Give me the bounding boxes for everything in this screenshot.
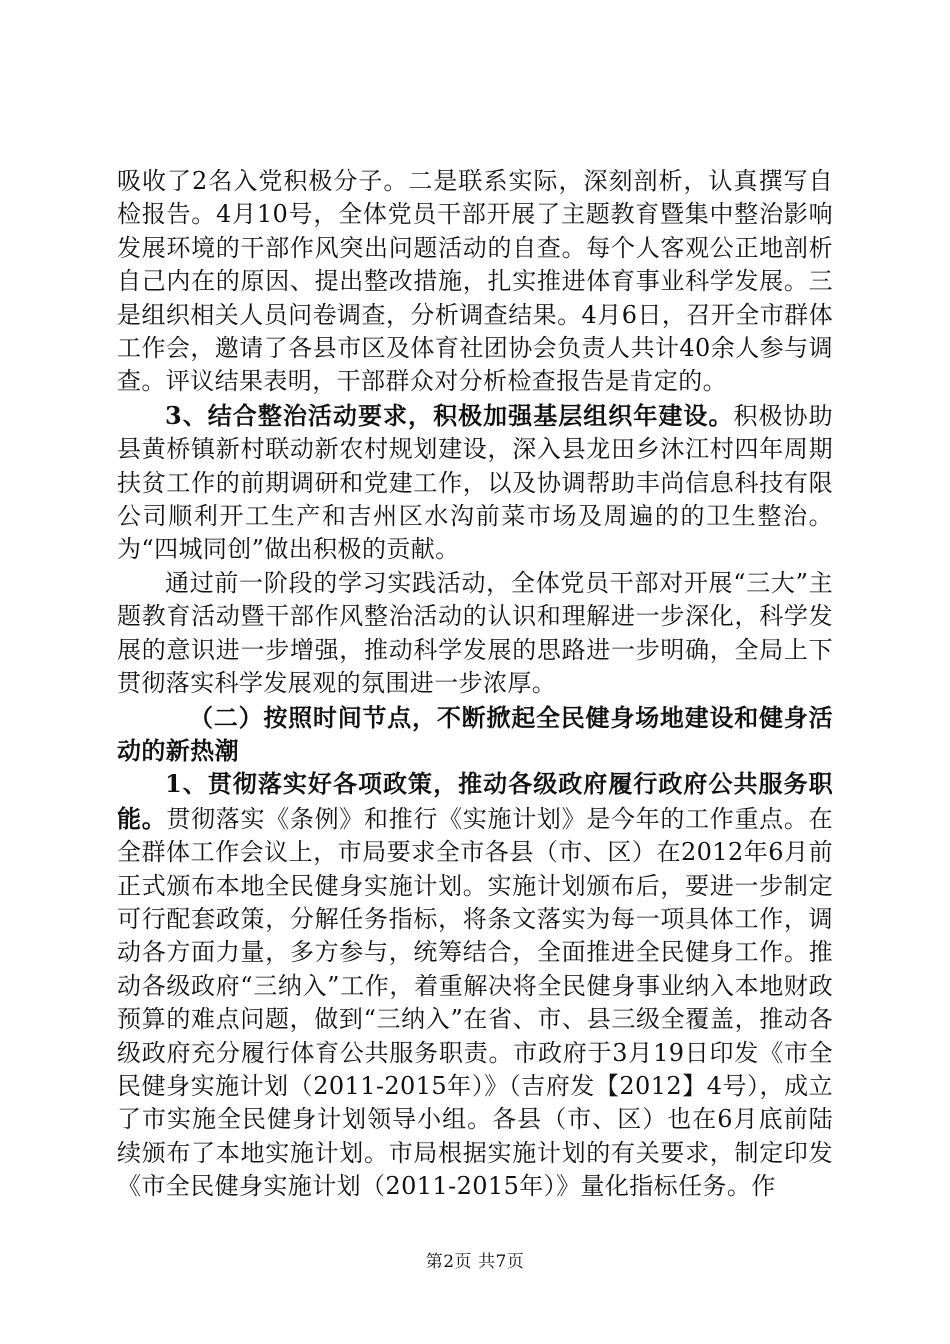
paragraph-4: [117, 767, 833, 1203]
document-body: [117, 165, 833, 1204]
paragraph-1: [117, 165, 833, 399]
page-number-footer: 第2页 共7页: [425, 1252, 525, 1272]
paragraph-3: [117, 567, 833, 701]
paragraph-1-text: 吸收了2名入党积极分子。二是联系实际，深刻剖析，认真撰写自检报告。4月10号，全体党员干部开展了主题教育暨集中整治影响发展环境的干部作风突出问题活动的自查。每个人客观公正地剖析自己内在的原因、提出整改措施，扎实推进体育事业科学发展。三是组织相关人员问卷调查，分析调查结果。4月6日，召开全市群体工作会，邀请了各县市区及体育社团协会负责人共计40余人参与调查。评议结果表明，干部群众对分析检查报告是肯定的。: [117, 167, 833, 396]
section-heading: （二）按照时间节点，不断掀起全民健身场地建设和健身活动的新热潮: [117, 702, 833, 765]
paragraph-4-lead: 1、贯彻落实好各项政策，推动各级政府履行政府公共服务职能。: [117, 769, 833, 833]
paragraph-4-text: 贯彻落实《条例》和推行《实施计划》是今年的工作重点。在全群体工作会议上，市局要求全市各县（市、区）在2012年6月前正式颁布本地全民健身实施计划。实施计划颁布后，要进一步制定可行配套政策，分解任务指标，将条文落实为每一项具体工作，调动各方面力量，多方参与，统筹结合，全面推进全民健身工作。推动各级政府“三纳入”工作，着重解决将全民健身事业纳入本地财政预算的难点问题，做到“三纳入”在省、市、县三级全覆盖，推动各级政府充分履行体育公共服务职责。市政府于3月19日印发《市全民健身实施计划（2011-2015年）》（吉府发【2012】4号），成立了市实施全民健身计划领导小组。各县（市、区）也在6月底前陆续颁布了本地实施计划。市局根据实施计划的有关要求，制定印发《市全民健身实施计划（2011-2015年）》量化指标任务。作: [117, 804, 833, 1201]
paragraph-2-text: 积极协助县黄桥镇新村联动新农村规划建设，深入县龙田乡沐江村四年周期扶贫工作的前期调研和党建工作，以及协调帮助丰尚信息科技有限公司顺利开工生产和吉州区水沟前菜市场及周遍的的卫生整治。为“四城同创”做出积极的贡献。: [117, 401, 833, 564]
paragraph-3-text: 通过前一阶段的学习实践活动，全体党员干部对开展“三大”主题教育活动暨干部作风整治活动的认识和理解进一步深化，科学发展的意识进一步增强，推动科学发展的思路进一步明确，全局上下贯彻落实科学发展观的氛围进一步浓厚。: [117, 568, 833, 698]
paragraph-2: [117, 399, 833, 567]
paragraph-2-lead: 3、结合整治活动要求，积极加强基层组织年建设。: [165, 400, 734, 430]
